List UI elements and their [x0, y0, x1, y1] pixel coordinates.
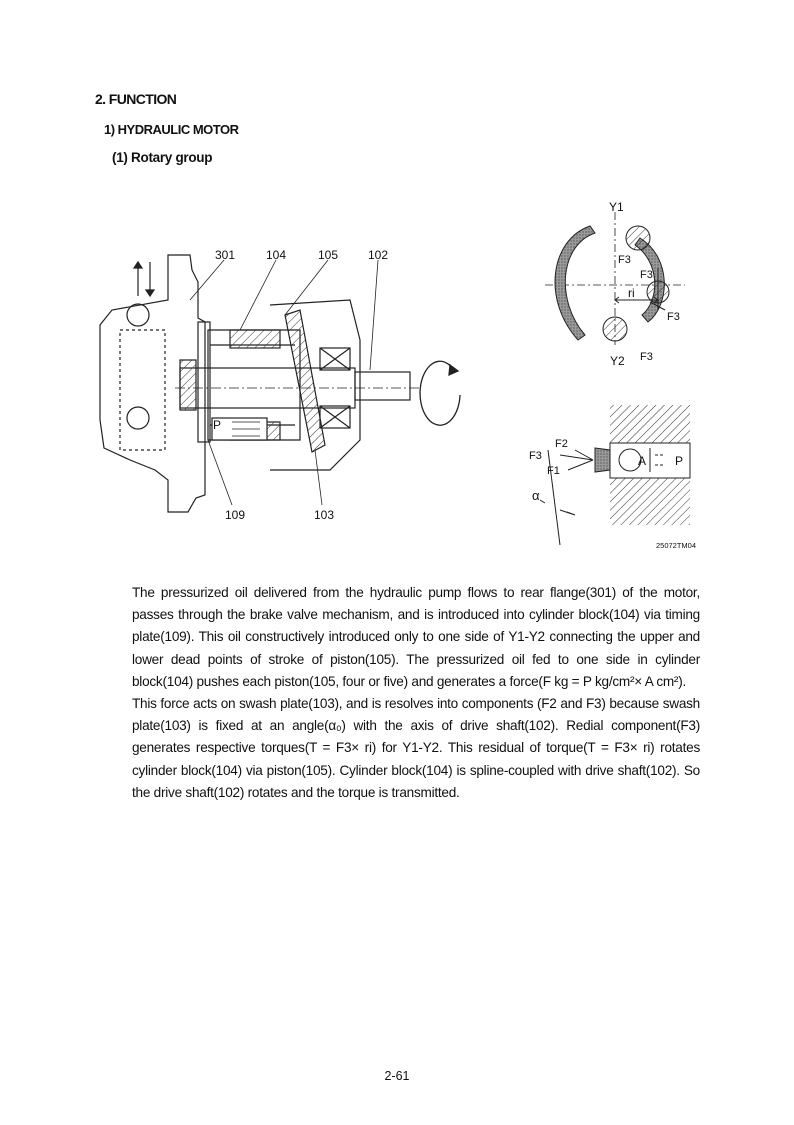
- label-swash-plate: 103: [314, 508, 335, 522]
- label-ri: ri: [628, 286, 635, 300]
- label-f2: F2: [555, 438, 568, 450]
- rotary-group-figure: [0, 190, 794, 560]
- section-heading: 2. FUNCTION: [95, 91, 177, 107]
- subsubsection-heading: (1) Rotary group: [112, 150, 213, 165]
- label-rear-flange: 301: [215, 248, 236, 262]
- callout-leaders: [190, 260, 378, 505]
- label-cylinder-block: 104: [266, 248, 287, 262]
- page-number: 2-61: [384, 1069, 410, 1083]
- label-area: A: [638, 454, 647, 468]
- label-alpha: α: [532, 488, 540, 503]
- label-y2: Y2: [610, 354, 625, 368]
- rotation-arrow: [420, 361, 460, 425]
- label-f1: F1: [547, 465, 560, 477]
- label-f3-e: F3: [529, 450, 542, 462]
- label-f3-b: F3: [640, 269, 653, 281]
- torque-diagram: [545, 212, 685, 345]
- label-timing-plate: 109: [225, 508, 246, 522]
- body-text: [132, 582, 700, 804]
- label-f3-a: F3: [618, 254, 631, 266]
- label-f3-c: F3: [667, 311, 680, 323]
- force-decomposition-diagram: [540, 405, 690, 545]
- pressure-label-left: P: [213, 418, 222, 432]
- figure-code: 25072TM04: [656, 541, 697, 550]
- pressure-label-right: P: [675, 454, 684, 468]
- label-y1: Y1: [609, 200, 624, 214]
- body-paragraph: The pressurized oil delivered from the hydraulic pump flows to rear flange(301) of the motor, passes through the brake valve mechanism, and is introduced into cylinder block(104) via timing plate(109). This oil constructively introduced only to one side of Y1-Y2 connecting the upper and lower dead points of stroke of piston(105). The pressurized oil fed to one side in cylinder block(104) pushes each piston(105, four or five) and generates a force(F kg = P kg/cm²× A cm²).: [132, 585, 700, 689]
- label-f3-d: F3: [640, 351, 653, 363]
- subsection-heading: 1) HYDRAULIC MOTOR: [104, 122, 239, 137]
- label-piston: 105: [318, 248, 339, 262]
- label-drive-shaft: 102: [368, 248, 389, 262]
- body-paragraph: This force acts on swash plate(103), and is resolves into components (F2 and F3) because swash plate(103) is fixed at an angle(α₀) with the axis of drive shaft(102). Redial component(F3) generates respective torques(T = F3× ri) for Y1-Y2. This residual of torque(T = F3× ri) rotates cylinder block(104) via piston(105). Cylinder block(104) is spline-coupled with drive shaft(102). So the drive shaft(102) rotates and the torque is transmitted.: [132, 696, 700, 800]
- motor-cross-section: [100, 255, 420, 512]
